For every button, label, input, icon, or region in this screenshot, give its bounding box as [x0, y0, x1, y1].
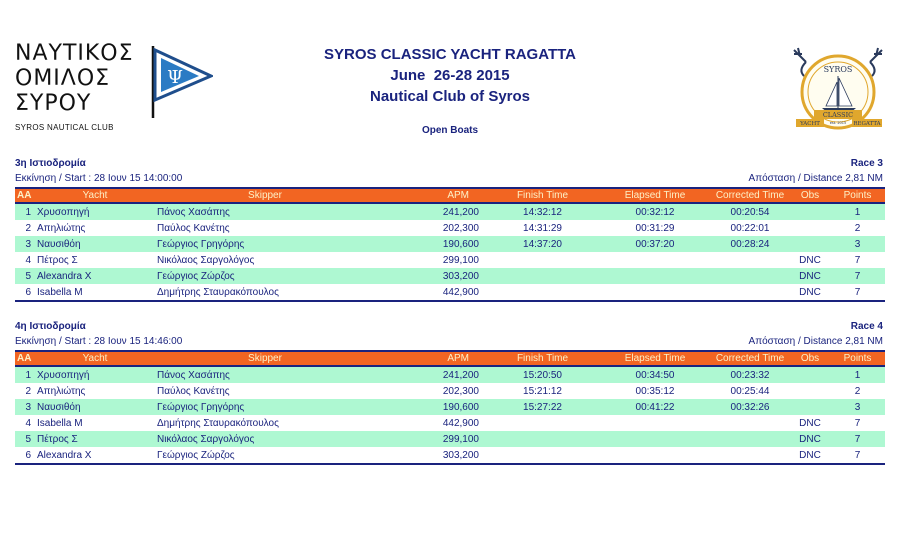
cell-aa: 5	[15, 268, 35, 284]
cell-finish: 15:27:22	[485, 399, 600, 415]
cell-apm: 241,200	[375, 203, 485, 220]
cell-finish: 14:31:29	[485, 220, 600, 236]
cell-elapsed	[600, 415, 710, 431]
col-header: Yacht	[35, 351, 155, 366]
cell-obs	[790, 236, 830, 252]
cell-skipper: Γεώργιος Γρηγόρης	[155, 399, 375, 415]
cell-obs: DNC	[790, 415, 830, 431]
cell-finish: 15:20:50	[485, 366, 600, 383]
cell-elapsed: 00:35:12	[600, 383, 710, 399]
table-row	[15, 252, 885, 268]
cell-elapsed: 00:34:50	[600, 366, 710, 383]
col-header: Obs	[790, 351, 830, 366]
cell-yacht: Isabella M	[35, 415, 155, 431]
cell-yacht: Απηλιώτης	[35, 383, 155, 399]
cell-skipper: Γεώργιος Γρηγόρης	[155, 236, 375, 252]
cell-skipper: Πάνος Χασάπης	[155, 203, 375, 220]
table-row	[15, 366, 885, 383]
race-number: Race 4	[850, 321, 883, 332]
cell-corrected: 00:22:01	[710, 220, 790, 236]
col-header: Points	[830, 351, 885, 366]
col-header: Points	[830, 188, 885, 203]
table-row	[15, 383, 885, 399]
cell-obs	[790, 399, 830, 415]
col-header: Elapsed Time	[600, 188, 710, 203]
cell-apm: 299,100	[375, 252, 485, 268]
cell-finish: 14:37:20	[485, 236, 600, 252]
cell-obs: DNC	[790, 447, 830, 464]
cell-elapsed: 00:41:22	[600, 399, 710, 415]
table-row	[15, 236, 885, 252]
cell-yacht: Χρυσοπηγή	[35, 366, 155, 383]
cell-yacht: Ναυσιθόη	[35, 399, 155, 415]
cell-skipper: Δημήτρης Σταυρακόπουλος	[155, 284, 375, 301]
cell-aa: 3	[15, 236, 35, 252]
cell-aa: 4	[15, 415, 35, 431]
cell-skipper: Νικόλαος Σαργολόγος	[155, 431, 375, 447]
cell-elapsed	[600, 268, 710, 284]
burgee-flag-icon	[151, 46, 213, 118]
cell-yacht: Απηλιώτης	[35, 220, 155, 236]
cell-corrected: 00:32:26	[710, 399, 790, 415]
cell-finish	[485, 252, 600, 268]
cell-apm: 303,200	[375, 447, 485, 464]
race-start: Εκκίνηση / Start : 28 Ιουν 15 14:00:00	[15, 173, 183, 184]
table-row	[15, 431, 885, 447]
table-row	[15, 203, 885, 220]
event-organizer: Nautical Club of Syros	[369, 88, 531, 105]
cell-obs	[790, 366, 830, 383]
club-logo	[15, 42, 215, 137]
badge-est: est. 2015	[829, 121, 847, 125]
cell-corrected	[710, 252, 790, 268]
col-header: Finish Time	[485, 351, 600, 366]
cell-elapsed	[600, 431, 710, 447]
results-table	[15, 350, 885, 465]
cell-yacht: Χρυσοπηγή	[35, 203, 155, 220]
race-distance: Απόσταση / Distance 2,81 NM	[748, 173, 883, 184]
cell-apm: 190,600	[375, 399, 485, 415]
cell-corrected: 00:25:44	[710, 383, 790, 399]
table-header-row	[15, 351, 885, 366]
svg-text:Ψ: Ψ	[167, 67, 183, 88]
cell-elapsed	[600, 252, 710, 268]
cell-yacht: Πέτρος Σ	[35, 252, 155, 268]
cell-obs: DNC	[790, 268, 830, 284]
cell-elapsed	[600, 447, 710, 464]
cell-points: 1	[830, 203, 885, 220]
cell-aa: 3	[15, 399, 35, 415]
badge-ribbon-text: CLASSIC	[822, 111, 854, 119]
cell-apm: 299,100	[375, 431, 485, 447]
club-name-line-2: ΟΜΙΛΟΣ	[15, 66, 111, 91]
cell-points: 7	[830, 431, 885, 447]
col-header: Skipper	[155, 351, 375, 366]
boat-class: Open Boats	[421, 125, 479, 136]
club-name-line-1: ΝΑΥΤΙΚΟΣ	[15, 41, 134, 66]
cell-aa: 5	[15, 431, 35, 447]
cell-yacht: Alexandra X	[35, 447, 155, 464]
club-subtitle: SYROS NAUTICAL CLUB	[15, 123, 114, 132]
table-row	[15, 447, 885, 464]
cell-apm: 202,300	[375, 383, 485, 399]
cell-finish	[485, 284, 600, 301]
cell-corrected	[710, 447, 790, 464]
cell-apm: 442,900	[375, 415, 485, 431]
race-name: 3η Ιστιοδρομία	[15, 158, 86, 169]
cell-corrected	[710, 268, 790, 284]
cell-finish	[485, 415, 600, 431]
cell-finish: 14:32:12	[485, 203, 600, 220]
cell-obs: DNC	[790, 284, 830, 301]
cell-obs: DNC	[790, 252, 830, 268]
col-header: Corrected Time	[710, 188, 790, 203]
cell-skipper: Πάνος Χασάπης	[155, 366, 375, 383]
cell-finish	[485, 447, 600, 464]
race-name: 4η Ιστιοδρομία	[15, 321, 86, 332]
col-header: AA	[15, 351, 35, 366]
race-section-3	[15, 158, 885, 302]
event-header	[250, 44, 650, 107]
cell-skipper: Γεώργιος Ζώρζος	[155, 268, 375, 284]
table-row	[15, 284, 885, 301]
cell-finish	[485, 268, 600, 284]
col-header: Obs	[790, 188, 830, 203]
race-number: Race 3	[850, 158, 883, 169]
event-title: SYROS CLASSIC YACHT RAGATTA	[324, 46, 576, 63]
cell-points: 7	[830, 447, 885, 464]
col-header: Elapsed Time	[600, 351, 710, 366]
cell-yacht: Ναυσιθόη	[35, 236, 155, 252]
cell-corrected: 00:28:24	[710, 236, 790, 252]
cell-skipper: Νικόλαος Σαργολόγος	[155, 252, 375, 268]
cell-points: 7	[830, 284, 885, 301]
cell-corrected: 00:23:32	[710, 366, 790, 383]
cell-corrected	[710, 415, 790, 431]
col-header: Yacht	[35, 188, 155, 203]
table-row	[15, 268, 885, 284]
col-header: Finish Time	[485, 188, 600, 203]
col-header: APM	[375, 188, 485, 203]
col-header: AA	[15, 188, 35, 203]
cell-points: 3	[830, 236, 885, 252]
cell-aa: 2	[15, 383, 35, 399]
results-table	[15, 187, 885, 302]
badge-bottom-right: REGATTA	[853, 121, 881, 127]
col-header: APM	[375, 351, 485, 366]
cell-finish: 15:21:12	[485, 383, 600, 399]
cell-skipper: Γεώργιος Ζώρζος	[155, 447, 375, 464]
table-header-row	[15, 188, 885, 203]
table-row	[15, 415, 885, 431]
cell-skipper: Δημήτρης Σταυρακόπουλος	[155, 415, 375, 431]
cell-points: 7	[830, 415, 885, 431]
cell-points: 7	[830, 268, 885, 284]
cell-corrected	[710, 431, 790, 447]
col-header: Skipper	[155, 188, 375, 203]
cell-elapsed: 00:32:12	[600, 203, 710, 220]
cell-aa: 1	[15, 366, 35, 383]
cell-corrected: 00:20:54	[710, 203, 790, 220]
table-row	[15, 399, 885, 415]
cell-elapsed	[600, 284, 710, 301]
cell-apm: 190,600	[375, 236, 485, 252]
cell-yacht: Alexandra X	[35, 268, 155, 284]
regatta-badge-logo	[790, 42, 886, 136]
cell-aa: 6	[15, 284, 35, 301]
cell-aa: 4	[15, 252, 35, 268]
cell-finish	[485, 431, 600, 447]
cell-skipper: Παύλος Κανέτης	[155, 220, 375, 236]
cell-elapsed: 00:37:20	[600, 236, 710, 252]
cell-points: 3	[830, 399, 885, 415]
cell-aa: 6	[15, 447, 35, 464]
col-header: Corrected Time	[710, 351, 790, 366]
cell-obs	[790, 220, 830, 236]
event-dates: June 26-28 2015	[390, 67, 510, 84]
cell-aa: 1	[15, 203, 35, 220]
cell-aa: 2	[15, 220, 35, 236]
race-section-4	[15, 321, 885, 465]
badge-bottom-left: YACHT	[800, 121, 820, 127]
cell-elapsed: 00:31:29	[600, 220, 710, 236]
cell-apm: 442,900	[375, 284, 485, 301]
cell-points: 2	[830, 220, 885, 236]
cell-obs	[790, 383, 830, 399]
club-name-line-3: ΣΥΡΟΥ	[15, 91, 92, 116]
cell-corrected	[710, 284, 790, 301]
cell-yacht: Isabella M	[35, 284, 155, 301]
race-start: Εκκίνηση / Start : 28 Ιουν 15 14:46:00	[15, 336, 183, 347]
cell-apm: 241,200	[375, 366, 485, 383]
cell-obs: DNC	[790, 431, 830, 447]
cell-points: 1	[830, 366, 885, 383]
cell-yacht: Πέτρος Σ	[35, 431, 155, 447]
badge-top-text: SYROS	[823, 65, 853, 74]
cell-obs	[790, 203, 830, 220]
cell-points: 2	[830, 383, 885, 399]
cell-points: 7	[830, 252, 885, 268]
cell-apm: 202,300	[375, 220, 485, 236]
table-row	[15, 220, 885, 236]
cell-skipper: Παύλος Κανέτης	[155, 383, 375, 399]
cell-apm: 303,200	[375, 268, 485, 284]
race-distance: Απόσταση / Distance 2,81 NM	[748, 336, 883, 347]
